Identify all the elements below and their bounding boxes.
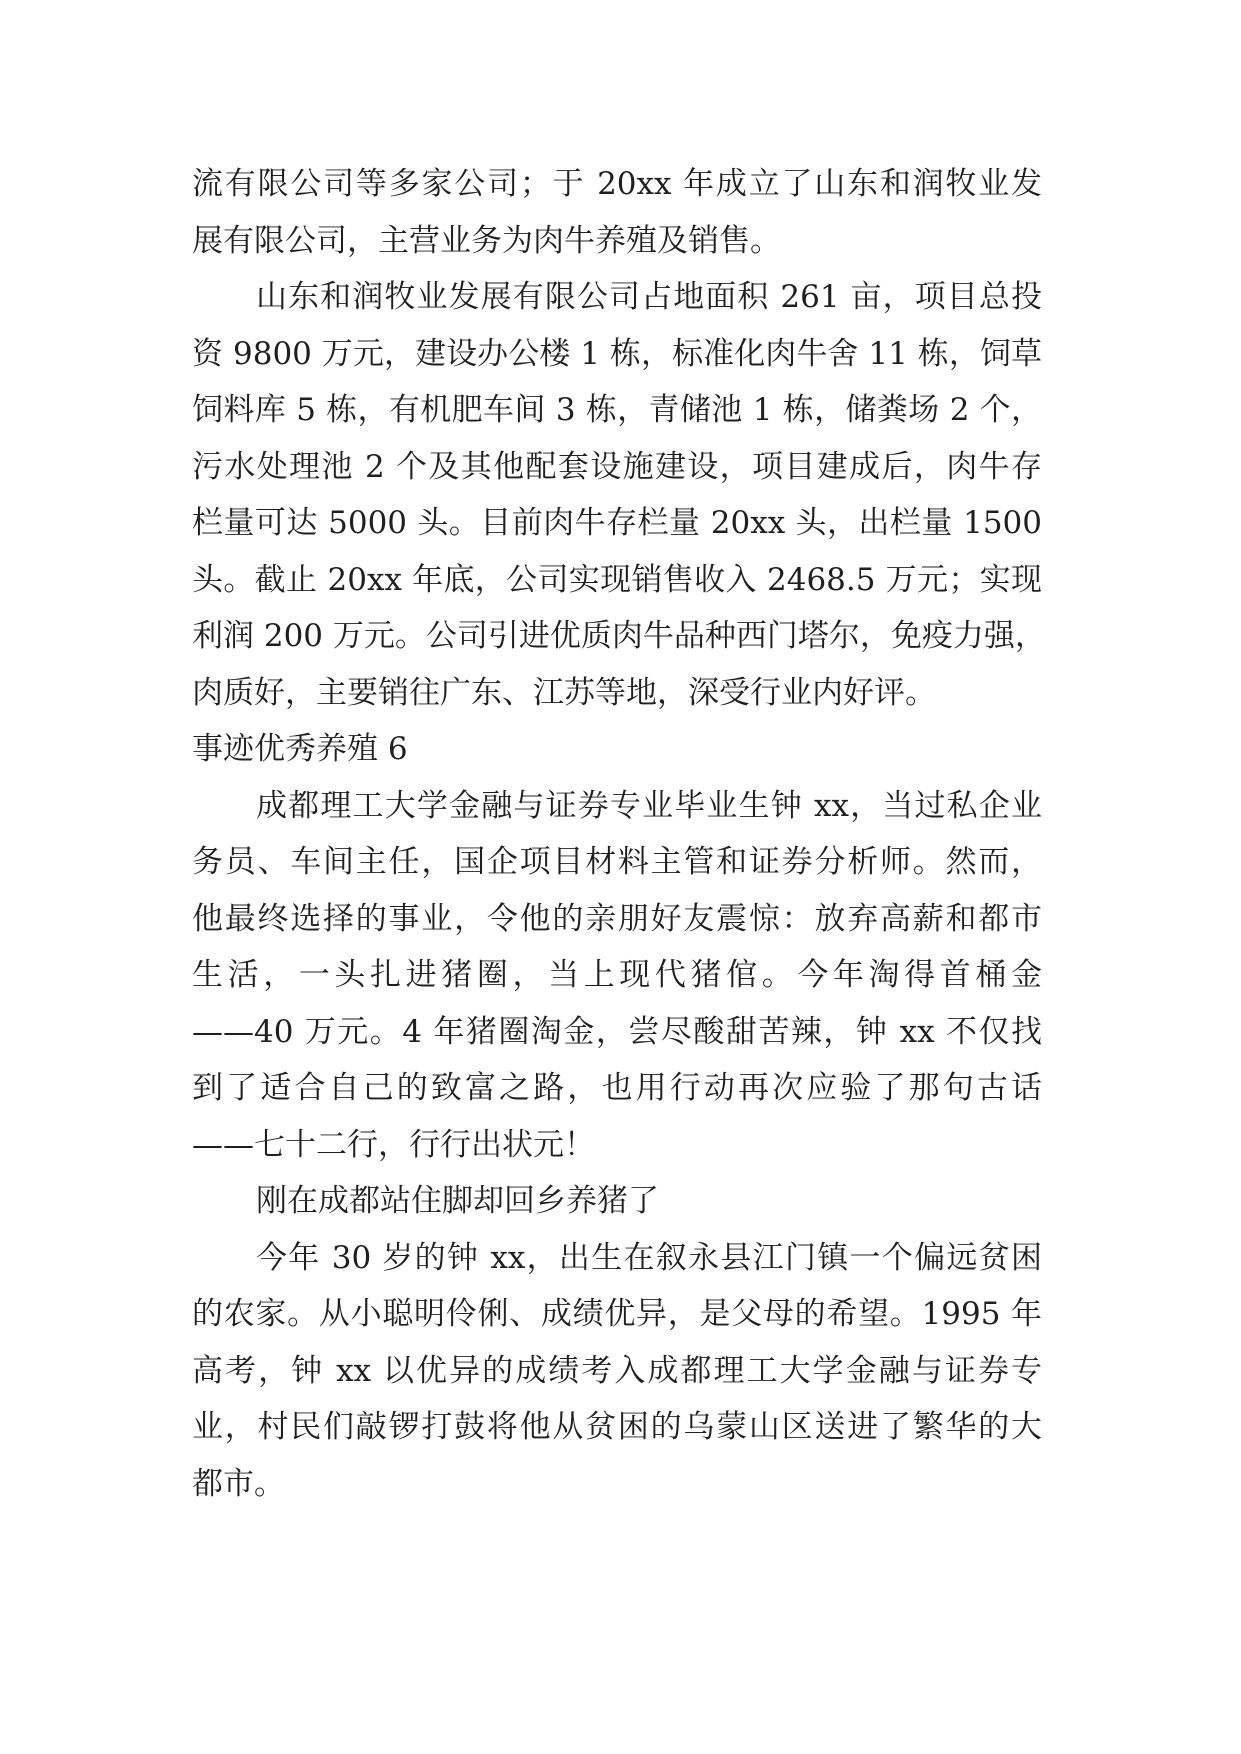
text-line: 资 9800 万元，建设办公楼 1 栋，标准化肉牛舍 11 栋，饲草 bbox=[192, 335, 1042, 372]
paragraph-intro bbox=[192, 778, 1042, 1174]
text-line: 流有限公司等多家公司；于 20xx 年成立了山东和润牧业发 bbox=[192, 166, 1042, 202]
text-line: 都市。 bbox=[192, 1465, 285, 1502]
document-body bbox=[192, 156, 1046, 1512]
text-line: 头。截止 20xx 年底，公司实现销售收入 2468.5 万元；实现 bbox=[192, 561, 1042, 598]
text-line: 生活，一头扎进猪圈，当上现代猪倌。今年淘得首桶金 bbox=[192, 957, 1042, 993]
text-line: 业，村民们敲锣打鼓将他从贫困的乌蒙山区送进了繁华的大 bbox=[192, 1409, 1042, 1445]
text-line: 的农家。从小聪明伶俐、成绩优异，是父母的希望。1995 年 bbox=[192, 1296, 1042, 1332]
text-line: 山东和润牧业发展有限公司占地面积 261 亩，项目总投 bbox=[256, 279, 1042, 315]
paragraph-continuation bbox=[192, 156, 1042, 269]
text-line: 到了适合自己的致富之路，也用行动再次应验了那句古话 bbox=[192, 1070, 1042, 1106]
text-line: 污水处理池 2 个及其他配套设施建设，项目建成后，肉牛存 bbox=[192, 448, 1042, 485]
text-line: 高考，钟 xx 以优异的成绩考入成都理工大学金融与证券专 bbox=[192, 1352, 1042, 1389]
text-line: ——七十二行，行行出状元！ bbox=[192, 1126, 595, 1163]
text-line: 成都理工大学金融与证券专业毕业生钟 xx，当过私企业 bbox=[256, 787, 1042, 824]
text-line: 务员、车间主任，国企项目材料主管和证券分析师。然而， bbox=[192, 844, 1042, 880]
text-line: 肉质好，主要销往广东、江苏等地，深受行业内好评。 bbox=[192, 674, 936, 711]
text-line: 栏量可达 5000 头。目前肉牛存栏量 20xx 头，出栏量 1500 bbox=[192, 505, 1042, 541]
section-heading: 事迹优秀养殖 6 bbox=[192, 731, 408, 767]
subheading: 刚在成都站住脚却回乡养猪了 bbox=[256, 1183, 659, 1219]
paragraph-background bbox=[192, 1230, 1042, 1513]
text-line: 利润 200 万元。公司引进优质肉牛品种西门塔尔，免疫力强， bbox=[192, 618, 1046, 654]
text-line: 展有限公司，主营业务为肉牛养殖及销售。 bbox=[192, 222, 781, 259]
text-line: 饲料库 5 栋，有机肥车间 3 栋，青储池 1 栋，储粪场 2 个， bbox=[192, 392, 1042, 428]
paragraph-company bbox=[192, 269, 1046, 721]
text-line: ——40 万元。4 年猪圈淘金，尝尽酸甜苦辣，钟 xx 不仅找 bbox=[192, 1013, 1042, 1050]
text-line: 他最终选择的事业，令他的亲朋好友震惊：放弃高薪和都市 bbox=[192, 900, 1042, 937]
text-line: 今年 30 岁的钟 xx，出生在叙永县江门镇一个偏远贫困 bbox=[256, 1239, 1042, 1276]
